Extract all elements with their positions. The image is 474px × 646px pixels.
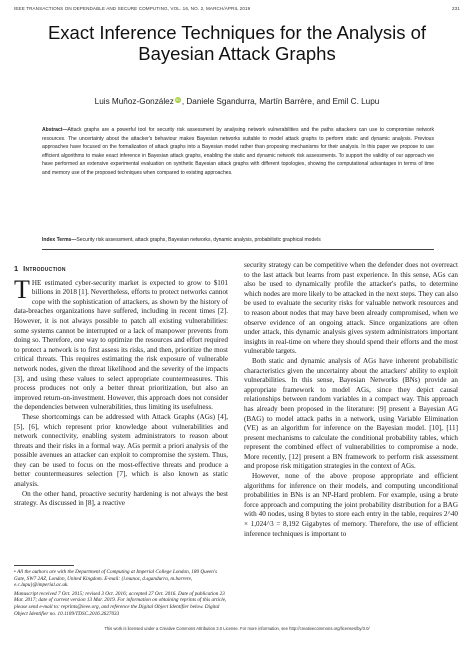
footnote-divider	[14, 565, 74, 566]
section-title: Introduction	[23, 264, 66, 273]
manuscript-note: Manuscript received 7 Oct. 2015; revised 3 Oct. 2016; accepted 27 Oct. 2016. Date of publication 23 Mar. 2017; date of current version 13 Mar. 2019. For information on obtaining reprints of this article, please send e-mail to: reprints@ieee.org, and reference the Digital Object Identifier below. Digital Object Identifier no. 10.1109/TDSC.2016.2627033	[14, 590, 227, 617]
first-author: Luis Muñoz-González	[94, 97, 174, 106]
index-terms-label: Index Terms—	[42, 237, 77, 243]
index-terms-text: Security risk assessment, attack graphs, Bayesian networks, dynamic analysis, probabilistic graphical models	[76, 237, 321, 243]
intro-paragraph-1-text: HE estimated cyber-security market is expected to grow to $101 billions in 2018 [1]. Nevertheless, efforts to protect networks cannot cope with the sophistication of attackers, as shown by the history of data-breaches organizations have suffered, including in recent times [2]. However, it is not always possible to patch all existing vulnerabilities: some systems cannot be interrupted or a lack of manpower prevents from doing so. Therefore, one way to optimize the resources and effort required to protect a network is to first assess its risks, and then, prioritize the most critical threats. This requires estimating the risk exposure of vulnerable network nodes, given the threat likelihood and the severity of the impacts [3], and using these values to select appropriate countermeasures. This process produces not only a better threat prioritization, but also an improved return-on-investment. However, this approach does not consider the dependencies between vulnerabilities, thus limiting its usefulness.	[14, 278, 228, 412]
footnotes	[14, 569, 228, 619]
page-number: 231	[452, 6, 460, 11]
right-paragraph-1: security strategy can be competitive when the defender does not overreact to the last attack but learns from past experience. In this sense, AGs can also be used to dynamically profile the attacker's paths, to determine which nodes are more likely to be attacked in the next steps. They can also be used to evaluate the security risks for valuable network resources and to reason about nodes that may have been already compromised, when we observe evidence of an ongoing attack. Since organizations are often under attack, this dynamic analysis gives system administrators important insights in real-time on where they should spend their efforts and the most vulnerable targets.	[244, 261, 458, 356]
left-column	[14, 264, 228, 509]
section-heading	[14, 264, 228, 274]
running-head	[14, 6, 460, 16]
index-terms	[42, 236, 434, 245]
affiliation-text: All the authors are with the Department of Computing at Imperial College London, 180 Queen's Gate, SW7 2AZ, London, United Kingdom. E-mail: {l.munoz, d.sgandurra, m.barrere, e.c.lupu}@imperial.ac.uk.	[14, 569, 218, 589]
section-number: 1	[14, 264, 19, 273]
abstract-text: Attack graphs are a powerful tool for security risk assessment by analysing network vulnerabilities and the paths attackers can use to compromise network resources. The uncertainty about the attacker's behaviour makes Bayesian networks suitable to model attack graphs to perform static and dynamic analysis. Previous approaches have focused on the formalization of attack graphs into a Bayesian model rather than proposing mechanisms for their analysis. In this paper we propose to use efficient algorithms to make exact inference in Bayesian attack graphs, enabling the static and dynamic network risk assessments. To support the validity of our approach we have performed an extensive experimental evaluation on synthetic Bayesian attack graphs with different topologies, showing the computational advantages in terms of time and memory use of the proposed techniques when compared to existing approaches.	[42, 127, 434, 176]
divider	[42, 249, 434, 250]
right-paragraph-2: Both static and dynamic analysis of AGs have inherent probabilistic characteristics given the uncertainty about the attackers' ability to exploit vulnerabilities. In this sense, Bayesian Networks (BNs) provide an appropriate framework to model AGs, since they depict causal relationships between random variables in a compact way. This approach has already been proposed in the literature: [9] present a Bayesian AG (BAG) to model attack paths in a network, using Variable Elimination (VE) as an algorithm for inference on the Bayesian model. [10], [11] present mechanisms to calculate the conditional probability tables, which represent the combined effect of vulnerabilities to compromise a node. More recently, [12] present a BN framework to perform risk assessment and propose risk mitigation strategies in the context of AGs.	[244, 356, 458, 471]
license-footer: This work is licensed under a Creative Commons Attribution 3.0 License. For more information, see http://creativecommons.org/licenses/by/3.0/	[104, 626, 370, 631]
abstract-label: Abstract—	[42, 127, 68, 133]
intro-paragraph-1	[14, 274, 228, 413]
right-column	[244, 261, 458, 539]
other-authors: , Daniele Sgandurra, Martín Barrère, and Emil C. Lupu	[181, 97, 380, 106]
intro-paragraph-2: These shortcomings can be addressed with Attack Graphs (AGs) [4], [5], [6], which represent prior knowledge about vulnerabilities and network connectivity, enabling system administrators to reason about threats and their risks in a formal way. AGs permit a priori analysis of the possible avenues an attacker can exploit to compromise the system. Thus, they can be used to focus on the most-effective threats and produce a better countermeasures selection [7], which is also known as static analysis.	[14, 412, 228, 489]
affiliation-note: • All the authors are with the Department of Computing at Imperial College London, 180 Queen's Gate, SW7 2AZ, London, United Kingdom. E-mail: {l.munoz, d.sgandurra, m.barrere, e.c.lupu}@imperial.ac.uk.	[14, 569, 218, 589]
journal-header: IEEE TRANSACTIONS ON DEPENDABLE AND SECURE COMPUTING, VOL. 16, NO. 2, MARCH/APRIL 2019	[14, 6, 251, 11]
author-list	[20, 97, 454, 106]
orcid-icon[interactable]: iD	[175, 97, 180, 102]
drop-cap: T	[14, 274, 30, 304]
abstract	[42, 126, 434, 178]
intro-paragraph-3: On the other hand, proactive security hardening is not always the best strategy. As discussed in [8], a reactive	[14, 489, 228, 508]
right-paragraph-3: However, none of the above propose appropriate and efficient algorithms for inference on their models, and computing unconditional probabilities in BNs is an NP-Hard problem. For example, using a brute force approach and computing the joint probability distribution for a BAG with 40 nodes, using 8 bytes to store each entry in the table, requires 2^40 × 1,024^3 = 8,192 Gigabytes of memory. Therefore, the use of efficient inference techniques is important to	[244, 472, 458, 538]
paper-title: Exact Inference Techniques for the Analysis of Bayesian Attack Graphs	[47, 22, 427, 64]
